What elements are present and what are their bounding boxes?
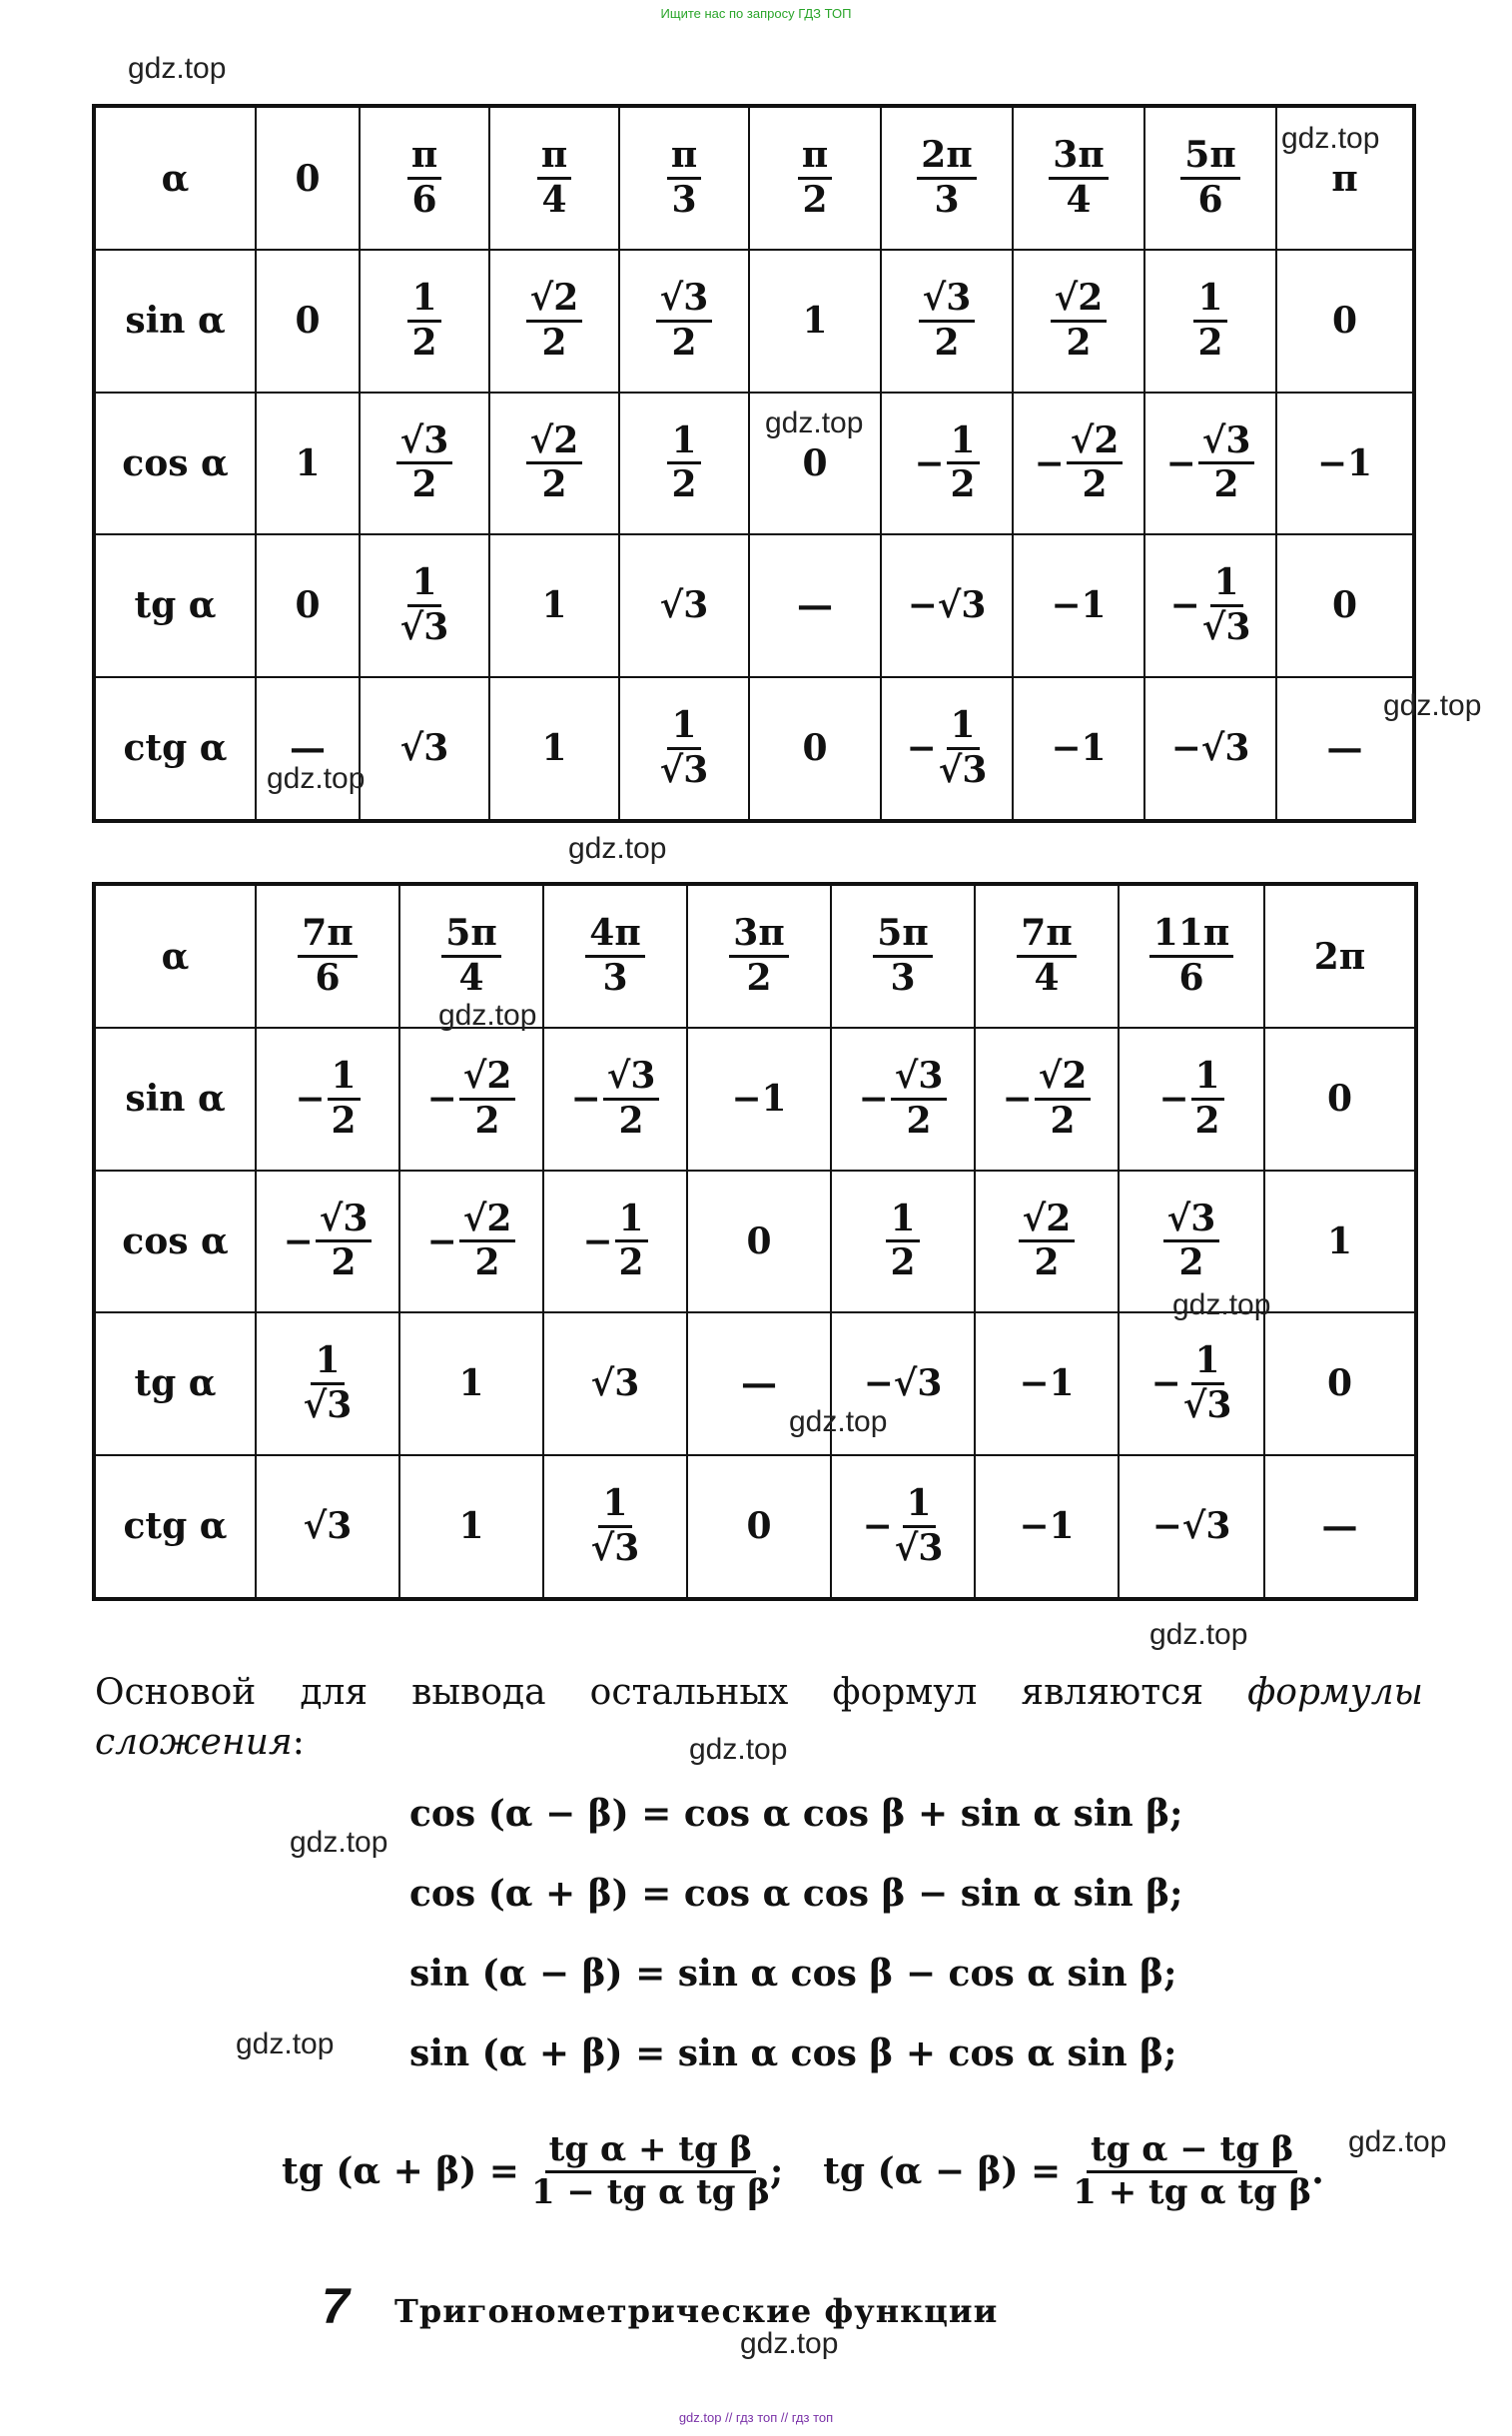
fraction-denominator: √3 <box>1201 605 1251 648</box>
fraction <box>1017 912 1076 1000</box>
table-cell: 1 <box>399 1312 543 1455</box>
row-label: tg α <box>94 1312 256 1455</box>
fraction-numerator: 4π <box>585 915 644 958</box>
table-row-tg <box>94 534 1414 677</box>
fraction <box>1191 1055 1224 1142</box>
fraction-numerator: √3 <box>919 280 976 323</box>
table-cell: 0 <box>256 106 360 250</box>
table-cell <box>831 1171 975 1313</box>
table-cell <box>360 393 489 535</box>
table-cell <box>256 1312 399 1455</box>
table-cell: 1 <box>749 250 881 393</box>
fraction-numerator: √3 <box>891 1058 948 1101</box>
table-row-sin <box>94 250 1414 393</box>
fraction-numerator: √3 <box>1163 1201 1220 1243</box>
fraction-denominator: 4 <box>1034 957 1060 1000</box>
table-cell: — <box>687 1312 831 1455</box>
fraction-numerator: 1 <box>598 1485 631 1528</box>
fraction <box>585 912 644 1000</box>
fraction <box>526 277 583 364</box>
fraction-denominator: √3 <box>399 605 449 648</box>
minus-sign: − <box>862 1505 893 1548</box>
formula-sin-plus: sin (α + β) = sin α cos β + cos α sin β; <box>409 2032 1177 2074</box>
fraction-denominator: √3 <box>303 1383 353 1426</box>
tangent-formulas <box>282 2129 1324 2212</box>
fraction <box>667 418 700 506</box>
minus-sign: − <box>858 1078 889 1121</box>
table-cell: 0 <box>687 1171 831 1313</box>
fraction-numerator: π <box>667 137 701 180</box>
fraction-numerator: √3 <box>603 1058 660 1101</box>
table-cell: — <box>1276 677 1414 821</box>
table-cell: √3 <box>619 534 749 677</box>
fraction-denominator: 3 <box>934 179 960 222</box>
table-cell: −√3 <box>1119 1455 1264 1599</box>
table-cell <box>1013 393 1144 535</box>
fraction <box>303 1339 353 1426</box>
fraction <box>615 1197 648 1284</box>
fraction-numerator: 5π <box>1180 137 1239 180</box>
table-cell <box>543 1028 687 1171</box>
table-cell <box>975 1171 1119 1313</box>
fraction-denominator: 6 <box>1178 957 1204 1000</box>
table-cell: 1 <box>399 1455 543 1599</box>
fraction <box>886 1197 919 1284</box>
table-cell: √3 <box>360 677 489 821</box>
table-cell: 1 <box>489 534 619 677</box>
fraction-denominator: √3 <box>590 1526 640 1569</box>
fraction <box>729 912 788 1000</box>
fraction <box>603 1055 660 1142</box>
fraction-numerator: √3 <box>1198 422 1255 465</box>
watermark: gdz.top <box>1281 122 1380 155</box>
fraction <box>396 418 453 506</box>
table-cell: −√3 <box>881 534 1013 677</box>
fraction-numerator: 1 <box>903 1485 936 1528</box>
fraction <box>656 277 713 364</box>
minus-sign: − <box>1169 584 1200 627</box>
fraction-denominator: 2 <box>1050 1099 1076 1142</box>
table-row-cos <box>94 393 1414 535</box>
table-cell <box>881 250 1013 393</box>
fraction <box>947 418 980 506</box>
fraction-numerator: √2 <box>526 422 583 465</box>
fraction-denominator: 2 <box>1178 1241 1204 1284</box>
minus-sign: − <box>426 1078 457 1121</box>
table-cell <box>399 1171 543 1313</box>
table-cell <box>749 106 881 250</box>
fraction-numerator: 7π <box>1017 915 1076 958</box>
fraction-denominator: √3 <box>659 748 709 791</box>
fraction-numerator: 1 <box>1210 564 1243 607</box>
table-cell: 0 <box>1264 1312 1416 1455</box>
fraction-denominator: 3 <box>671 179 697 222</box>
table-cell <box>360 250 489 393</box>
watermark: gdz.top <box>1348 2125 1447 2158</box>
fraction-denominator: 2 <box>1034 1241 1060 1284</box>
table-cell <box>256 1171 399 1313</box>
table-row-ctg <box>94 677 1414 821</box>
fraction <box>590 1482 640 1569</box>
row-label: sin α <box>94 1028 256 1171</box>
table-cell: −1 <box>687 1028 831 1171</box>
row-label: ctg α <box>94 677 256 821</box>
fraction-denominator: 2 <box>802 179 828 222</box>
table-cell: −1 <box>1013 677 1144 821</box>
fraction <box>1198 418 1255 506</box>
formula-cos-plus: cos (α + β) = cos α cos β − sin α sin β; <box>409 1873 1183 1915</box>
table-cell <box>489 393 619 535</box>
fraction <box>328 1055 361 1142</box>
fraction <box>1193 277 1226 364</box>
fraction-denominator: 2 <box>906 1099 932 1142</box>
fraction-numerator: 1 <box>1191 1342 1224 1385</box>
fraction <box>873 912 932 1000</box>
table-cell <box>1013 106 1144 250</box>
fraction-numerator: 1 <box>947 707 980 750</box>
tg-end: . <box>1311 2150 1324 2193</box>
fraction <box>1163 1197 1220 1284</box>
table-cell <box>1144 393 1276 535</box>
fraction <box>938 704 988 791</box>
fraction-numerator: 1 <box>1193 280 1226 323</box>
fraction <box>1035 1055 1092 1142</box>
table-cell: 1 <box>1264 1171 1416 1313</box>
fraction-denominator: 2 <box>411 463 437 506</box>
fraction <box>537 134 571 222</box>
fraction-denominator: 3 <box>602 957 628 1000</box>
table-cell <box>1119 1312 1264 1455</box>
trig-table-1 <box>92 104 1416 823</box>
table-cell <box>256 1028 399 1171</box>
fraction-numerator: 1 <box>667 707 700 750</box>
fraction <box>459 1197 516 1284</box>
fraction-denominator: 2 <box>331 1241 357 1284</box>
table-cell <box>543 1455 687 1599</box>
watermark: gdz.top <box>267 762 366 795</box>
tg-sum-denominator: 1 − tg α tg β <box>530 2171 770 2212</box>
fraction <box>1067 418 1124 506</box>
fraction <box>459 1055 516 1142</box>
table-cell <box>619 393 749 535</box>
fraction <box>407 277 440 364</box>
row-label: sin α <box>94 250 256 393</box>
fraction-denominator: 2 <box>950 463 976 506</box>
table-cell: −1 <box>975 1455 1119 1599</box>
fraction-denominator: 4 <box>541 179 567 222</box>
table-row-tg <box>94 1312 1416 1455</box>
table-cell <box>831 1455 975 1599</box>
watermark: gdz.top <box>689 1733 788 1766</box>
tg-diff-lhs: tg (α − β) = <box>823 2150 1062 2193</box>
table-cell: −1 <box>975 1312 1119 1455</box>
fraction-denominator: √3 <box>1182 1383 1232 1426</box>
fraction-denominator: 2 <box>474 1241 500 1284</box>
table-cell <box>881 677 1013 821</box>
table-cell: 0 <box>1276 534 1414 677</box>
fraction <box>441 912 500 1000</box>
table-cell: √3 <box>543 1312 687 1455</box>
fraction-denominator: √3 <box>938 748 988 791</box>
footer-note: gdz.top // гдз топ // гдз топ <box>678 2410 834 2425</box>
table-cell: 0 <box>256 534 360 677</box>
fraction-numerator: √2 <box>526 280 583 323</box>
fraction-numerator: 1 <box>328 1058 361 1101</box>
table-cell: 0 <box>687 1455 831 1599</box>
minus-sign: − <box>1034 441 1065 484</box>
fraction <box>407 134 441 222</box>
watermark: gdz.top <box>128 52 227 85</box>
table-cell <box>399 1028 543 1171</box>
minus-sign: − <box>283 1219 314 1262</box>
table-cell <box>489 106 619 250</box>
table-cell: 2π <box>1264 884 1416 1028</box>
fraction <box>894 1482 944 1569</box>
fraction-numerator: 7π <box>298 915 357 958</box>
fraction-numerator: √2 <box>459 1201 516 1243</box>
fraction <box>891 1055 948 1142</box>
fraction <box>1019 1197 1076 1284</box>
table-cell <box>881 393 1013 535</box>
table-cell: 0 <box>1264 1028 1416 1171</box>
table-cell <box>831 1028 975 1171</box>
table-cell <box>360 534 489 677</box>
fraction-numerator: 1 <box>615 1201 648 1243</box>
row-label: tg α <box>94 534 256 677</box>
tg-diff-denominator: 1 + tg α tg β <box>1073 2171 1312 2212</box>
minus-sign: − <box>295 1078 326 1121</box>
fraction-denominator: 2 <box>671 321 697 364</box>
table-cell <box>619 677 749 821</box>
fraction-denominator: 2 <box>1213 463 1239 506</box>
watermark: gdz.top <box>568 832 667 865</box>
watermark: gdz.top <box>1172 1288 1271 1321</box>
intro-emphasis: формулы сложения <box>95 1672 1423 1763</box>
fraction-denominator: 2 <box>541 321 567 364</box>
row-label: α <box>94 884 256 1028</box>
fraction-denominator: 2 <box>890 1241 916 1284</box>
row-label: cos α <box>94 1171 256 1313</box>
table-cell <box>1119 884 1264 1028</box>
table-cell: 1 <box>489 677 619 821</box>
fraction-numerator: 5π <box>873 915 932 958</box>
table-row-ctg <box>94 1455 1416 1599</box>
tg-separator: ; <box>769 2150 784 2193</box>
fraction-denominator: 2 <box>541 463 567 506</box>
table-cell: −1 <box>1276 393 1414 535</box>
fraction-numerator: √3 <box>396 422 453 465</box>
intro-colon: : <box>292 1722 305 1763</box>
table-cell <box>360 106 489 250</box>
formula-cos-minus: cos (α − β) = cos α cos β + sin α sin β; <box>409 1793 1183 1835</box>
watermark: gdz.top <box>236 2028 335 2060</box>
minus-sign: − <box>906 727 937 770</box>
fraction <box>1182 1339 1232 1426</box>
fraction <box>526 418 583 506</box>
fraction-denominator: 2 <box>331 1099 357 1142</box>
table-cell: −√3 <box>1144 677 1276 821</box>
minus-sign: − <box>582 1219 613 1262</box>
watermark: gdz.top <box>765 406 864 439</box>
table-cell <box>881 106 1013 250</box>
watermark: gdz.top <box>290 1826 388 1859</box>
fraction <box>919 277 976 364</box>
fraction <box>1201 561 1251 648</box>
fraction-numerator: √2 <box>1035 1058 1092 1101</box>
fraction-denominator: √3 <box>894 1526 944 1569</box>
fraction-numerator: 3π <box>1049 137 1108 180</box>
fraction <box>917 134 976 222</box>
row-label: α <box>94 106 256 250</box>
minus-sign: − <box>1165 441 1196 484</box>
table-cell <box>1119 1028 1264 1171</box>
fraction-denominator: 2 <box>1066 321 1092 364</box>
fraction-numerator: 1 <box>311 1342 344 1385</box>
table-cell: — <box>1264 1455 1416 1599</box>
table-cell <box>619 250 749 393</box>
fraction <box>1149 912 1233 1000</box>
fraction-numerator: √2 <box>1019 1201 1076 1243</box>
watermark: gdz.top <box>1383 689 1482 722</box>
fraction-numerator: √2 <box>1067 422 1124 465</box>
fraction-denominator: 2 <box>934 321 960 364</box>
fraction <box>399 561 449 648</box>
fraction-denominator: 2 <box>474 1099 500 1142</box>
table-cell <box>489 250 619 393</box>
fraction <box>1049 134 1108 222</box>
table-cell <box>1144 250 1276 393</box>
fraction-numerator: π <box>537 137 571 180</box>
watermark: gdz.top <box>740 2327 839 2360</box>
watermark: gdz.top <box>1149 1618 1248 1651</box>
row-label: cos α <box>94 393 256 535</box>
intro-text: Основой для вывода остальных формул являются <box>95 1672 1248 1713</box>
fraction-denominator: 6 <box>411 179 437 222</box>
table-cell <box>543 884 687 1028</box>
fraction-denominator: 4 <box>458 957 484 1000</box>
fraction <box>667 134 701 222</box>
fraction-numerator: π <box>798 137 832 180</box>
table-cell <box>975 884 1119 1028</box>
row-label: ctg α <box>94 1455 256 1599</box>
table-cell: 1 <box>256 393 360 535</box>
fraction <box>298 912 357 1000</box>
fraction-denominator: 2 <box>1194 1099 1220 1142</box>
formula-sin-minus: sin (α − β) = sin α cos β − cos α sin β; <box>409 1953 1177 1995</box>
fraction-denominator: 2 <box>671 463 697 506</box>
table-cell <box>975 1028 1119 1171</box>
table-cell <box>1144 534 1276 677</box>
table-cell: π <box>1276 106 1414 250</box>
table-cell <box>831 884 975 1028</box>
trig-table-2 <box>92 882 1418 1601</box>
table-cell <box>619 106 749 250</box>
tg-sum-fraction <box>530 2129 770 2212</box>
fraction-numerator: 3π <box>729 915 788 958</box>
fraction-numerator: √3 <box>316 1201 373 1243</box>
table-cell: −√3 <box>831 1312 975 1455</box>
table-cell: — <box>256 677 360 821</box>
table-cell: 0 <box>256 250 360 393</box>
fraction-denominator: 2 <box>746 957 772 1000</box>
section-number: 7 <box>322 2278 350 2334</box>
fraction-numerator: √2 <box>1051 280 1108 323</box>
fraction-numerator: 1 <box>667 422 700 465</box>
fraction-numerator: 1 <box>947 422 980 465</box>
table-cell: 0 <box>749 677 881 821</box>
fraction-numerator: 1 <box>407 280 440 323</box>
table-cell: √3 <box>256 1455 399 1599</box>
fraction <box>316 1197 373 1284</box>
table-cell: — <box>749 534 881 677</box>
table-cell <box>256 884 399 1028</box>
table-cell <box>543 1171 687 1313</box>
table-cell: 0 <box>1276 250 1414 393</box>
watermark: gdz.top <box>438 999 537 1032</box>
fraction-denominator: 2 <box>618 1099 644 1142</box>
table-cell <box>1013 250 1144 393</box>
fraction-numerator: 2π <box>917 137 976 180</box>
fraction-numerator: π <box>407 137 441 180</box>
tg-diff-fraction <box>1073 2129 1312 2212</box>
table-cell: −1 <box>1013 534 1144 677</box>
fraction-denominator: 6 <box>315 957 341 1000</box>
fraction-denominator: 2 <box>1082 463 1108 506</box>
fraction-numerator: 1 <box>886 1201 919 1243</box>
fraction-denominator: 2 <box>1197 321 1223 364</box>
minus-sign: − <box>570 1078 601 1121</box>
fraction-numerator: 5π <box>441 915 500 958</box>
fraction-numerator: √3 <box>656 280 713 323</box>
header-note: Ищите нас по запросу ГДЗ ТОП <box>660 6 852 21</box>
minus-sign: − <box>1150 1362 1181 1405</box>
section-title: Тригонометрические функции <box>394 2292 999 2330</box>
fraction <box>1180 134 1239 222</box>
fraction-denominator: 6 <box>1197 179 1223 222</box>
minus-sign: − <box>914 441 945 484</box>
fraction-numerator: 11π <box>1149 915 1233 958</box>
minus-sign: − <box>426 1219 457 1262</box>
table-row-angles <box>94 106 1414 250</box>
tg-sum-numerator: tg α + tg β <box>545 2132 757 2173</box>
fraction <box>1051 277 1108 364</box>
fraction <box>798 134 832 222</box>
fraction-denominator: 2 <box>618 1241 644 1284</box>
fraction-denominator: 2 <box>411 321 437 364</box>
table-row-angles <box>94 884 1416 1028</box>
fraction-numerator: 1 <box>1191 1058 1224 1101</box>
table-cell <box>1144 106 1276 250</box>
table-cell: 0 <box>749 393 881 535</box>
fraction-denominator: 3 <box>890 957 916 1000</box>
table-row-sin <box>94 1028 1416 1171</box>
fraction-numerator: √2 <box>459 1058 516 1101</box>
tg-sum-lhs: tg (α + β) = <box>282 2150 519 2193</box>
fraction <box>659 704 709 791</box>
minus-sign: − <box>1158 1078 1189 1121</box>
minus-sign: − <box>1002 1078 1033 1121</box>
watermark: gdz.top <box>789 1405 888 1438</box>
tg-diff-numerator: tg α − tg β <box>1087 2132 1298 2173</box>
fraction-denominator: 4 <box>1066 179 1092 222</box>
fraction-numerator: 1 <box>407 564 440 607</box>
table-cell <box>687 884 831 1028</box>
